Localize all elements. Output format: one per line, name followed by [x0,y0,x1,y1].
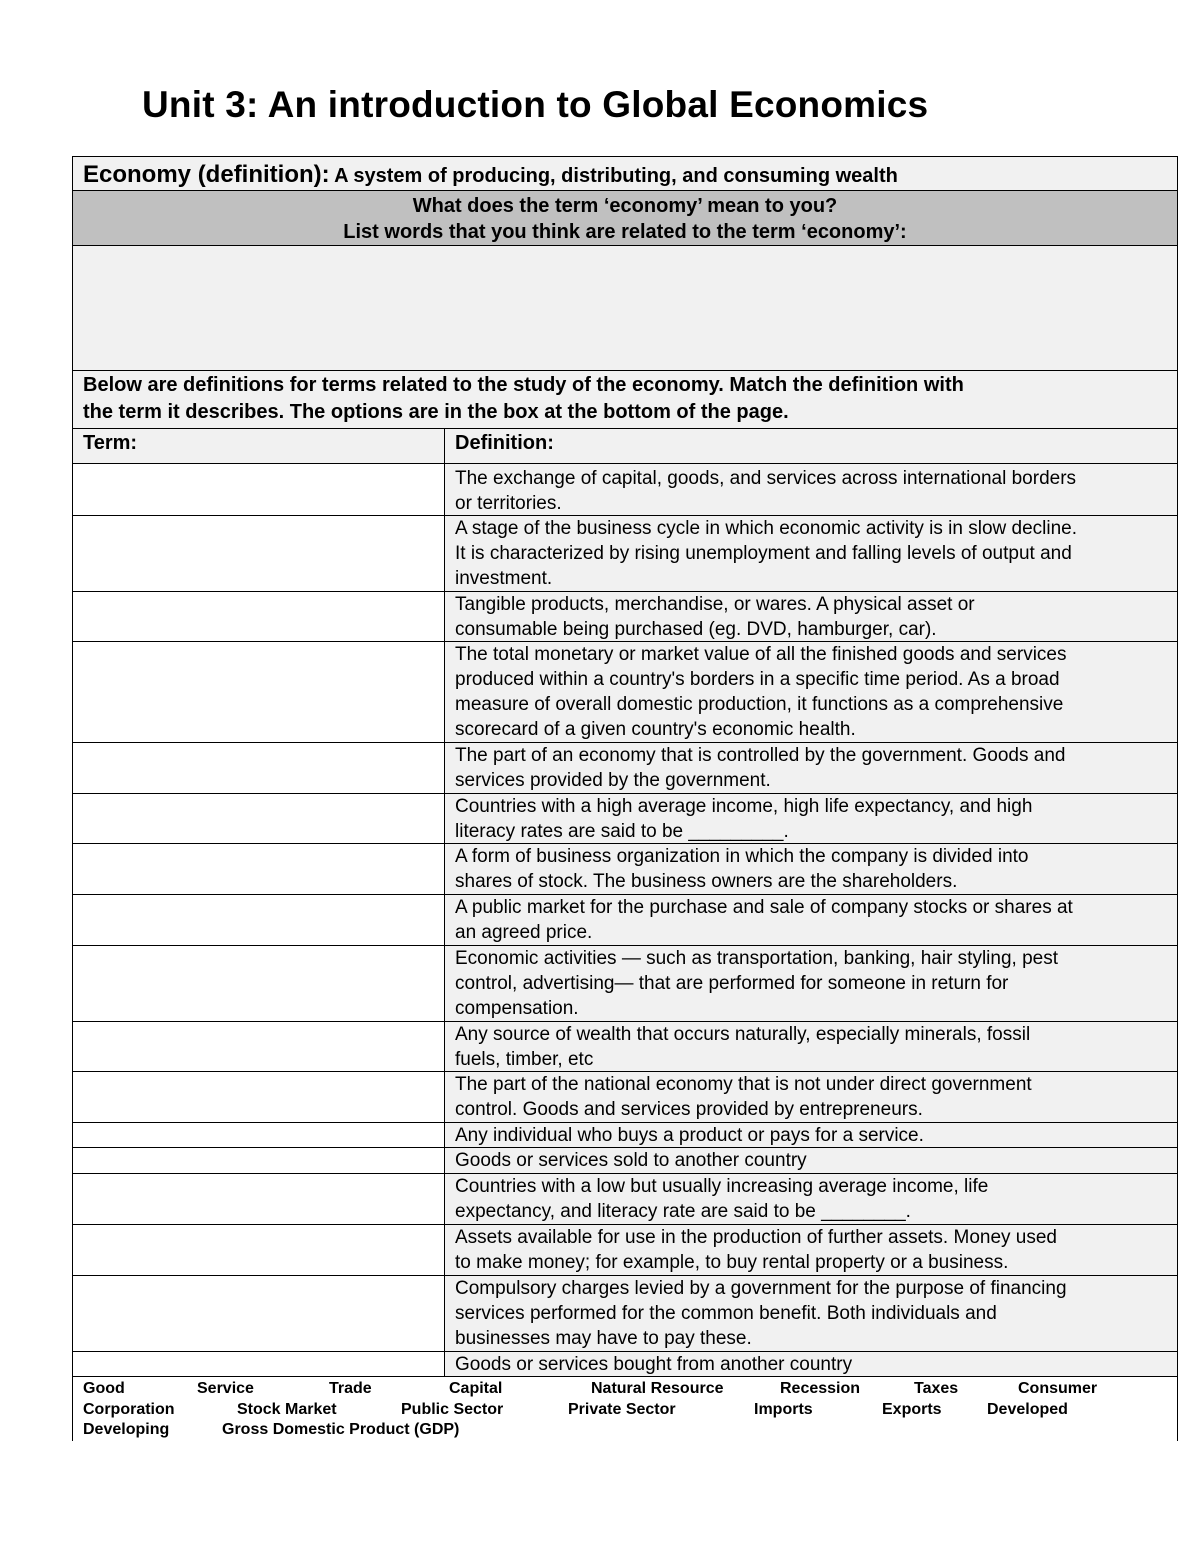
table-row [73,592,1177,642]
definition-text-line: A public market for the purchase and sale of company stocks or shares at [455,897,1073,918]
definition-cell [445,1276,1177,1351]
definition-cell [445,1022,1177,1071]
definition-text-line: Tangible products, merchandise, or wares. A physical asset or [455,594,975,615]
term-option: Imports [754,1400,813,1418]
definition-cell [445,1123,1177,1147]
term-answer-cell[interactable] [73,516,445,591]
term-answer-cell[interactable] [73,1022,445,1071]
term-option: Public Sector [401,1400,504,1418]
term-answer-cell[interactable] [73,743,445,793]
options-line-1 [83,1379,1167,1400]
definition-cell [445,516,1177,591]
definition-cell [445,1148,1177,1173]
term-options-box [73,1377,1177,1441]
definition-column-header: Definition: [455,432,554,454]
term-answer-cell[interactable] [73,946,445,1021]
instructions-line-2: the term it describes. The options are in the box at the bottom of the page. [83,401,789,423]
table-row [73,1174,1177,1225]
term-option: Consumer [1018,1380,1098,1397]
options-line-3 [83,1420,1167,1441]
instructions-line-1: Below are definitions for terms related to the study of the economy. Match the definition with [83,374,964,396]
definition-cell [445,844,1177,894]
definition-text-line: businesses may have to pay these. [455,1328,752,1349]
term-option: Good [83,1380,125,1397]
term-option: Taxes [914,1380,959,1397]
table-row [73,1123,1177,1148]
table-row [73,794,1177,844]
definition-text-line: It is characterized by rising unemployment and falling levels of output and [455,543,1072,564]
term-column-header: Term: [73,429,445,463]
definition-text-line: Goods or services sold to another country [455,1150,807,1171]
term-option: Exports [882,1400,942,1418]
definition-text-line: The exchange of capital, goods, and services across international borders [455,468,1077,489]
matching-instructions [73,371,1177,429]
term-answer-cell[interactable] [73,1225,445,1275]
table-row [73,464,1177,516]
economy-question-row [73,191,1177,246]
table-row [73,743,1177,794]
term-option: Developing [83,1421,170,1438]
term-answer-cell[interactable] [73,1123,445,1147]
question-line-2: List words that you think are related to the term ‘economy’: [343,221,907,243]
definition-text-line: control, advertising— that are performed for someone in return for [455,973,1009,994]
definition-text-line: Any source of wealth that occurs naturally, especially minerals, fossil [455,1024,1031,1045]
options-line-2 [83,1400,1167,1421]
definition-text-line: Goods or services bought from another country [455,1354,853,1375]
table-row [73,1352,1177,1377]
term-answer-cell[interactable] [73,1148,445,1173]
term-answer-cell[interactable] [73,464,445,515]
definition-rows [73,464,1177,1377]
table-row [73,1022,1177,1072]
definition-text-line: Economic activities — such as transportation, banking, hair styling, pest [455,948,1059,969]
definition-text-line: control. Goods and services provided by entrepreneurs. [455,1099,923,1120]
question-line-1: What does the term ‘economy’ mean to you? [412,195,838,217]
term-option: Capital [449,1380,503,1397]
table-row [73,1148,1177,1174]
definition-text-line: Any individual who buys a product or pays for a service. [455,1125,924,1146]
definition-text-line: The part of an economy that is controlled by the government. Goods and [455,745,1066,766]
page-title: Unit 3: An introduction to Global Economics [142,84,929,125]
definition-text-line: or territories. [455,493,562,514]
table-row [73,844,1177,895]
definition-cell [445,1225,1177,1275]
definition-cell [445,592,1177,641]
table-row [73,1072,1177,1123]
definition-text-line: produced within a country's borders in a specific time period. As a broad [455,669,1060,690]
definition-text-line: investment. [455,568,553,589]
worksheet-table [72,156,1178,1441]
term-answer-cell[interactable] [73,844,445,894]
definition-text-line: services performed for the common benefit. Both individuals and [455,1303,997,1324]
term-option: Gross Domestic Product (GDP) [222,1421,460,1438]
definition-cell [445,743,1177,793]
definition-cell [445,946,1177,1021]
term-option: Stock Market [237,1400,337,1418]
economy-label: Economy (definition): [83,161,330,188]
table-row [73,1225,1177,1276]
economy-definition-row [73,157,1177,191]
term-option: Recession [780,1380,861,1397]
term-answer-cell[interactable] [73,895,445,945]
term-option: Natural Resource [591,1380,724,1397]
term-option: Service [197,1380,254,1397]
definition-text-line: literacy rates are said to be _________. [455,821,789,842]
definition-text-line: an agreed price. [455,922,593,943]
term-answer-cell[interactable] [73,642,445,742]
definition-text-line: fuels, timber, etc [455,1049,594,1070]
term-answer-cell[interactable] [73,1072,445,1122]
term-answer-cell[interactable] [73,1352,445,1376]
term-option: Trade [329,1380,372,1397]
definition-text-line: expectancy, and literacy rate are said to be ________. [455,1201,911,1222]
term-option: Corporation [83,1400,175,1418]
definition-text-line: consumable being purchased (eg. DVD, hamburger, car). [455,619,937,640]
table-header-row [73,429,1177,464]
definition-cell [445,642,1177,742]
definition-cell [445,464,1177,515]
table-row [73,1276,1177,1352]
definition-text-line: The part of the national economy that is not under direct government [455,1074,1032,1095]
definition-text-line: Compulsory charges levied by a government for the purpose of financing [455,1278,1067,1299]
definition-text-line: Countries with a high average income, high life expectancy, and high [455,796,1033,817]
term-answer-cell[interactable] [73,1174,445,1224]
definition-text-line: A stage of the business cycle in which economic activity is in slow decline. [455,518,1078,539]
definition-text-line: services provided by the government. [455,770,771,791]
table-row [73,946,1177,1022]
economy-definition: A system of producing, distributing, and consuming wealth [334,165,898,187]
definition-cell [445,1072,1177,1122]
definition-text-line: Assets available for use in the production of further assets. Money used [455,1227,1057,1248]
table-row [73,516,1177,592]
definition-text-line: The total monetary or market value of all the finished goods and services [455,644,1067,665]
definition-text-line: to make money; for example, to buy rental property or a business. [455,1252,1009,1273]
definition-text-line: scorecard of a given country's economic health. [455,719,856,740]
definition-cell [445,1174,1177,1224]
term-answer-cell[interactable] [73,592,445,641]
term-option: Private Sector [568,1400,676,1418]
word-list-answer-box[interactable] [73,246,1177,371]
term-option: Developed [987,1400,1068,1418]
definition-cell [445,895,1177,945]
term-answer-cell[interactable] [73,794,445,843]
table-row [73,895,1177,946]
definition-text-line: shares of stock. The business owners are the shareholders. [455,871,958,892]
definition-text-line: measure of overall domestic production, it functions as a comprehensive [455,694,1064,715]
term-answer-cell[interactable] [73,1276,445,1351]
definition-text-line: compensation. [455,998,579,1019]
table-row [73,642,1177,743]
definition-cell [445,794,1177,843]
definition-text-line: Countries with a low but usually increasing average income, life [455,1176,989,1197]
definition-cell [445,1352,1177,1376]
definition-text-line: A form of business organization in which the company is divided into [455,846,1029,867]
